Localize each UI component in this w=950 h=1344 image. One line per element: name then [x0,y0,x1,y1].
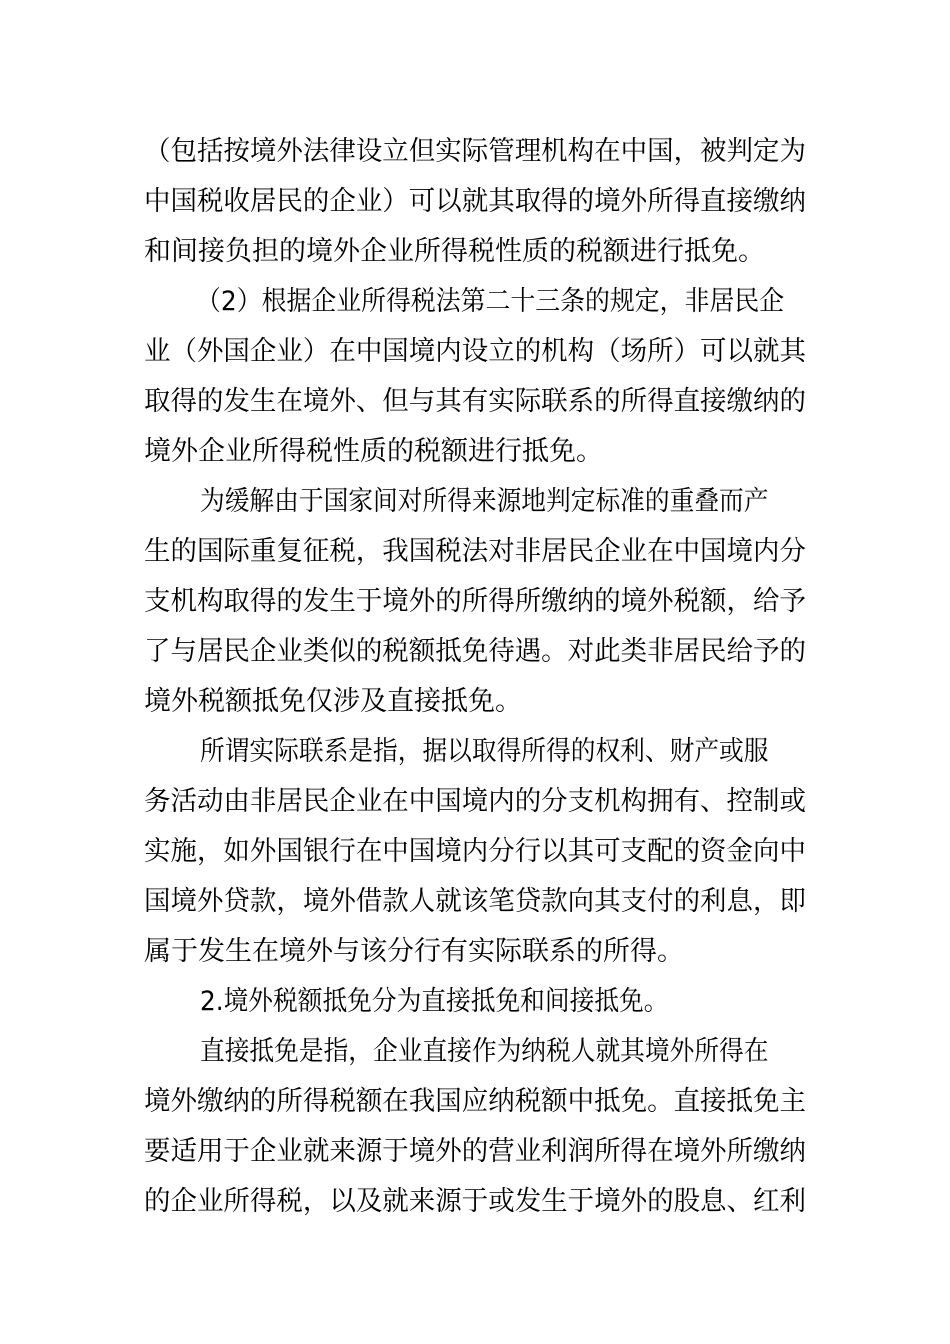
text-line: 中国税收居民的企业）可以就其取得的境外所得直接缴纳 [144,186,806,217]
text-line: 境外缴纳的所得税额在我国应纳税额中抵免。直接抵免主 [144,1086,806,1117]
paragraph-start-line: 直接抵免是指，企业直接作为纳税人就其境外所得在 [200,1036,769,1067]
paragraph-start-line: （2）根据企业所得税法第二十三条的规定，非居民企 [196,286,785,317]
text-line: 境外企业所得税性质的税额进行抵免。 [144,436,603,467]
text-line: 支机构取得的发生于境外的所得所缴纳的境外税额，给予 [144,586,806,617]
text-line: （包括按境外法律设立但实际管理机构在中国，被判定为 [144,136,806,167]
text-line: 的企业所得税，以及就来源于或发生于境外的股息、红利 [144,1186,806,1217]
text-line: 和间接负担的境外企业所得税性质的税额进行抵免。 [144,236,765,267]
text-line: 境外税额抵免仅涉及直接抵免。 [144,686,522,717]
text-line: 生的国际重复征税，我国税法对非居民企业在中国境内分 [144,536,806,567]
text-line: 要适用于企业就来源于境外的营业利润所得在境外所缴纳 [144,1136,806,1167]
text-line: 属于发生在境外与该分行有实际联系的所得。 [144,936,684,967]
paragraph-start-line: 为缓解由于国家间对所得来源地判定标准的重叠而产 [200,486,769,517]
paragraph-start-line: 所谓实际联系是指，据以取得所得的权利、财产或服 [200,736,769,767]
text-line: 业（外国企业）在中国境内设立的机构（场所）可以就其 [144,336,806,367]
section-heading-line: 2.境外税额抵免分为直接抵免和间接抵免。 [200,986,669,1017]
text-line: 取得的发生在境外、但与其有实际联系的所得直接缴纳的 [144,386,806,417]
text-line: 实施，如外国银行在中国境内分行以其可支配的资金向中 [144,836,806,867]
text-line: 了与居民企业类似的税额抵免待遇。对此类非居民给予的 [144,636,806,667]
text-line: 国境外贷款，境外借款人就该笔贷款向其支付的利息，即 [144,886,806,917]
text-line: 务活动由非居民企业在中国境内的分支机构拥有、控制或 [144,786,806,817]
